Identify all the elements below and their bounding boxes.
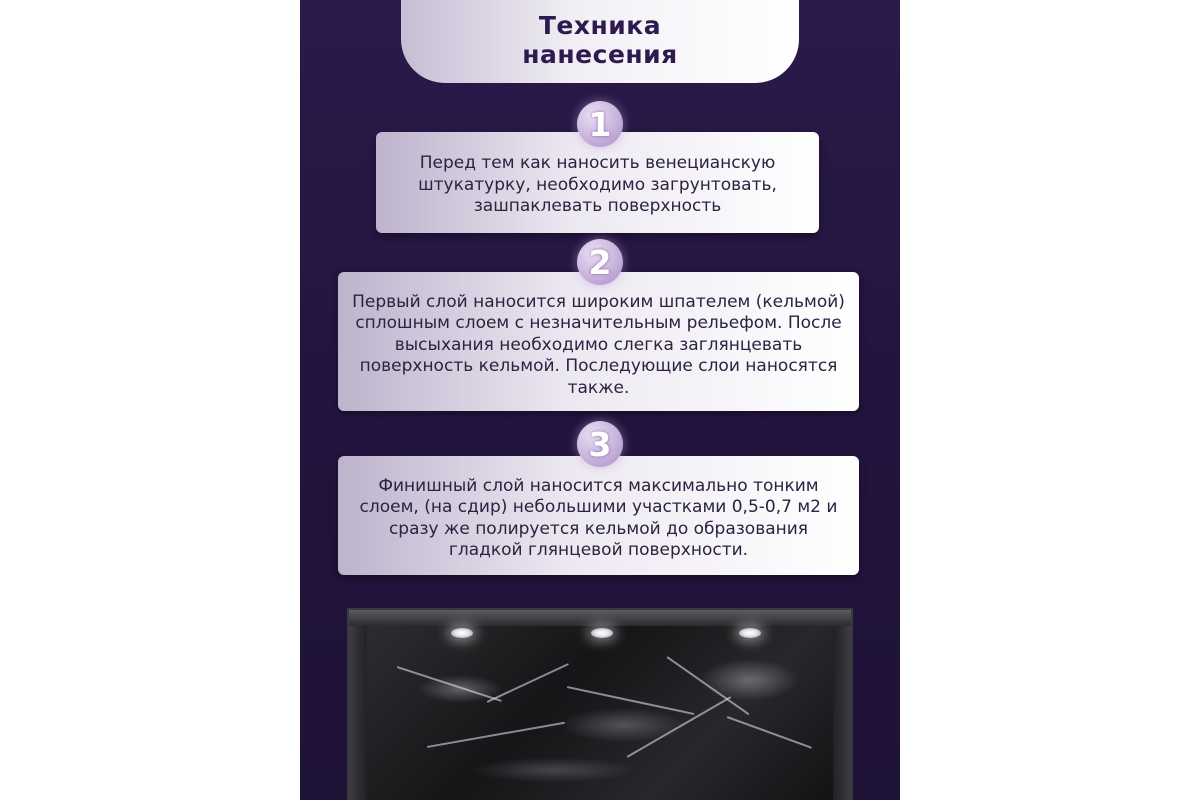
marble-vein — [666, 656, 749, 715]
step-number-badge-2: 2 — [577, 239, 623, 285]
marble-vein — [567, 686, 695, 715]
step-number-badge-3: 3 — [577, 421, 623, 467]
marble-vein — [487, 663, 569, 703]
ceiling-lamp — [591, 628, 613, 638]
niche-left-wall — [349, 626, 367, 800]
marble-surface — [367, 626, 833, 800]
step-text-3: Финишный слой наносится максимально тонким слоем, (на сдир) небольшими участками 0,5-0,7 м2 и сразу же полируется кельмой до образования гладкой глянцевой поверхности. — [359, 475, 838, 560]
ceiling-lamp — [739, 628, 761, 638]
marble-vein — [727, 716, 812, 749]
step-card-2 — [338, 272, 859, 411]
infographic-page — [300, 0, 900, 800]
step-number-badge-1: 1 — [577, 101, 623, 147]
ceiling-lamp — [451, 628, 473, 638]
marble-vein — [427, 722, 565, 748]
step-text-2: Первый слой наносится широким шпателем (кельмой) сплошным слоем с незначительным рельефом. После высыхания необходимо слегка заглянцевать поверхность кельмой. Последующие слои наносятся также. — [352, 291, 845, 398]
page-title-line-1: Техника — [538, 11, 662, 40]
marble-vein — [397, 666, 502, 702]
step-card-1 — [376, 132, 819, 233]
page-title-line-2: нанесения — [522, 40, 678, 69]
step-card-3 — [338, 456, 859, 575]
step-text-1: Перед тем как наносить венецианскую штукатурку, необходимо загрунтовать, зашпаклевать поверхность — [418, 153, 777, 217]
niche-right-wall — [833, 626, 851, 800]
marble-niche-image — [347, 608, 853, 800]
title-card — [401, 0, 799, 83]
niche-top-frame — [349, 610, 851, 626]
marble-vein — [627, 696, 732, 758]
